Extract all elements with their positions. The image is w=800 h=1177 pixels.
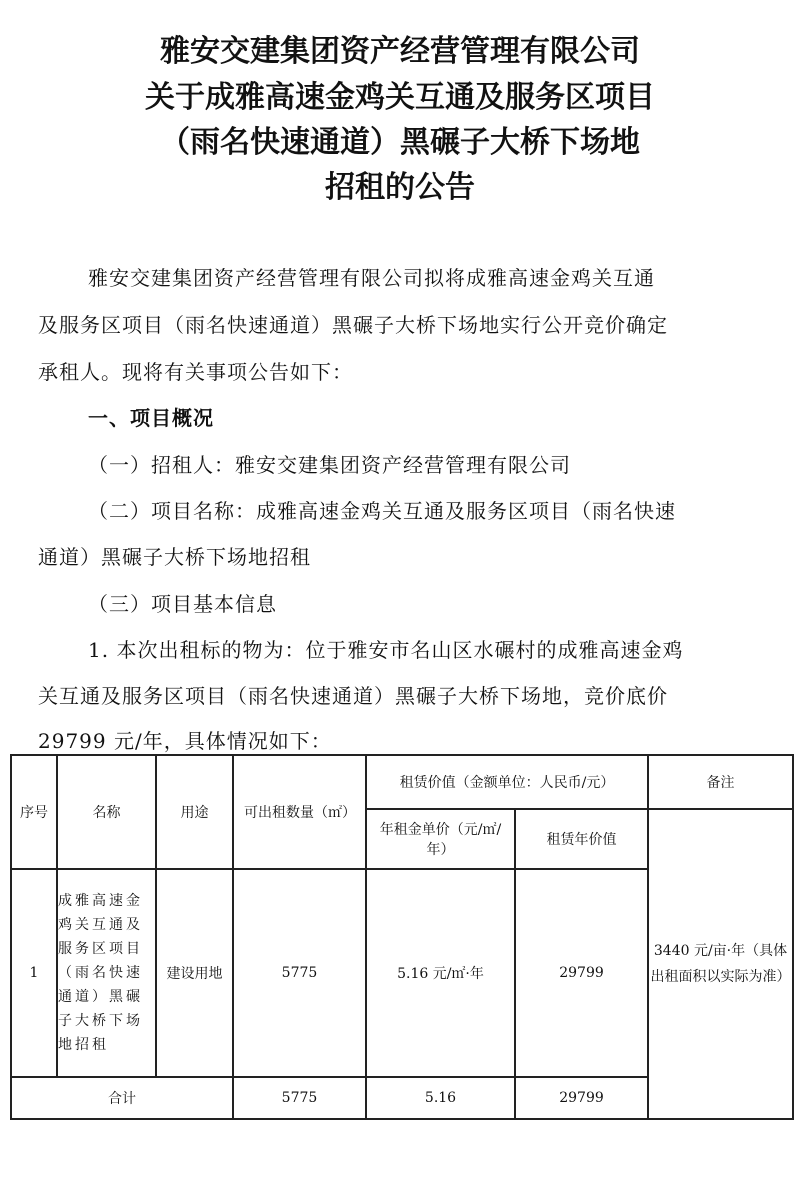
cell-use: 建设用地	[156, 869, 233, 1077]
paragraph-line: （三）项目基本信息	[88, 592, 277, 616]
paragraph-line: 关互通及服务区项目（雨名快速通道）黑碾子大桥下场地，竞价底价	[38, 684, 668, 708]
header-no: 序号	[11, 755, 57, 869]
cell-name: 成雅高速金鸡关互通及服务区项目（雨名快速通道）黑碾子大桥下场地招租	[57, 869, 156, 1077]
total-qty: 5775	[233, 1077, 366, 1119]
paragraph-line: （二）项目名称：成雅高速金鸡关互通及服务区项目（雨名快速	[88, 499, 676, 523]
cell-qty: 5775	[233, 869, 366, 1077]
paragraph-line: 29799 元/年，具体情况如下：	[38, 729, 332, 753]
title-line-2: 关于成雅高速金鸡关互通及服务区项目	[145, 80, 655, 115]
paragraph-line: 通道）黑碾子大桥下场地招租	[38, 545, 311, 569]
total-annual: 29799	[515, 1077, 648, 1119]
paragraph-line: 雅安交建集团资产经营管理有限公司拟将成雅高速金鸡关互通	[88, 266, 655, 290]
rental-table	[10, 754, 794, 1120]
total-unit-price: 5.16	[366, 1077, 515, 1119]
cell-annual: 29799	[515, 869, 648, 1077]
header-use: 用途	[156, 755, 233, 869]
header-note: 备注	[648, 755, 793, 809]
paragraph-line: 及服务区项目（雨名快速通道）黑碾子大桥下场地实行公开竞价确定	[38, 313, 668, 337]
note-cell: 3440 元/亩·年（具体出租面积以实际为准）	[648, 809, 793, 1119]
header-qty: 可出租数量（㎡）	[233, 755, 366, 869]
paragraph-line: （一）招租人：雅安交建集团资产经营管理有限公司	[88, 453, 571, 477]
total-label: 合计	[11, 1077, 233, 1119]
header-name: 名称	[57, 755, 156, 869]
paragraph-line: 承租人。现将有关事项公告如下：	[38, 360, 353, 384]
header-value-group: 租赁价值（金额单位：人民币/元）	[366, 755, 648, 809]
title-line-1: 雅安交建集团资产经营管理有限公司	[160, 34, 640, 69]
header-annual: 租赁年价值	[515, 809, 648, 869]
header-unit-price: 年租金单价（元/㎡/年）	[366, 809, 515, 869]
title-line-4: 招租的公告	[325, 170, 475, 205]
cell-unit-price: 5.16 元/㎡·年	[366, 869, 515, 1077]
title-line-3: （雨名快速通道）黑碾子大桥下场地	[160, 125, 640, 160]
section-heading: 一、项目概况	[88, 406, 214, 430]
paragraph-line: 1. 本次出租标的物为：位于雅安市名山区水碾村的成雅高速金鸡	[88, 638, 684, 662]
cell-no: 1	[11, 869, 57, 1077]
